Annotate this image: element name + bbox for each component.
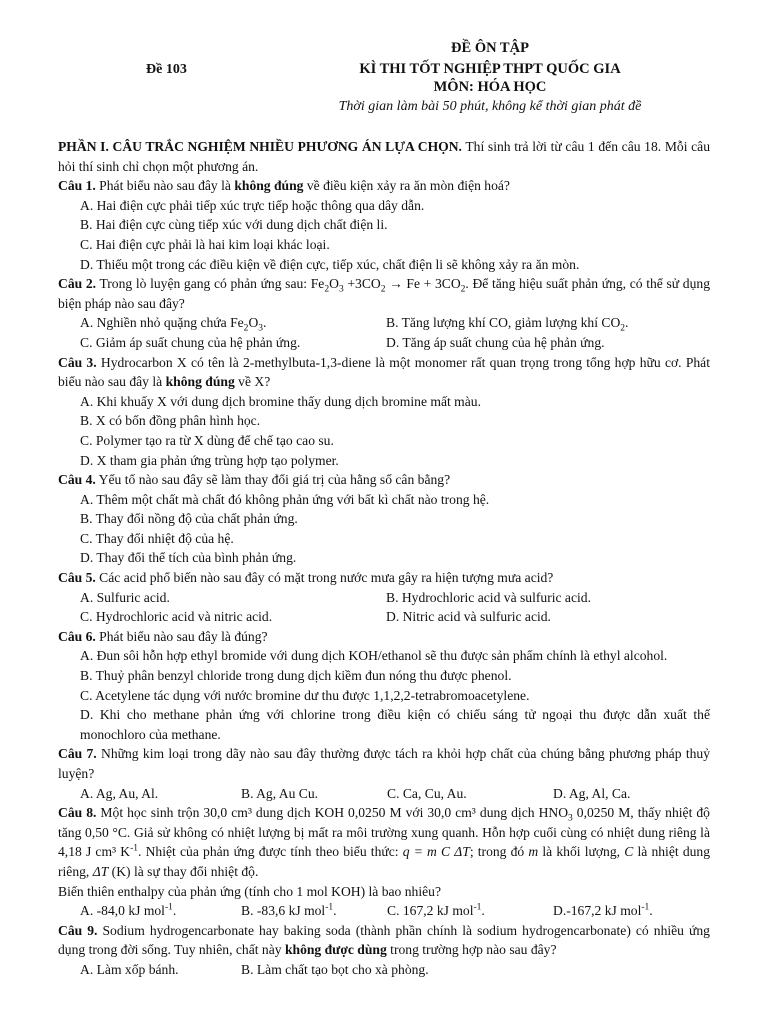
question-6 [58,627,710,647]
option-b: B. Thay đổi nồng độ của chất phản ứng. [80,511,298,527]
options-row [58,607,710,627]
option-b: B. Ag, Au Cu. [241,785,319,801]
question-stem: Các acid phổ biến nào sau đây có mặt trong nước mưa gây ra hiện tượng mưa acid? [95,570,554,586]
option-a: A. Đun sôi hỗn hợp ethyl bromide với dung dịch KOH/ethanol sẽ thu được sản phẩm chính là ethyl alcohol. [80,648,668,664]
option-b: B. X có bốn đồng phân hình học. [80,413,261,429]
question-8: Câu 8. Một học sinh trộn 30,0 cm³ dung dịch KOH 0,0250 M với 30,0 cm³ dung dịch $HNO_3$ 0,0250 M, thấy nhiệt độ tăng 0,50 °C. Giả sử không có nhiệt lượng bị mất ra môi trường xung quanh. Hỗn hợp cuối cùng có nhiệt dung riêng là 4,18 J cm³ $K^{-1}$. Nhiệt của phản ứng được tính theo biểu thức: q = m C ΔT; trong đó m là khối lượng, C là nhiệt dung riêng, ΔT (K) là sự thay đổi nhiệt độ. [58,805,711,879]
question-stem: Yếu tố nào sau đây sẽ làm thay đổi giá trị của hằng số cân bằng? [95,472,451,488]
question-label: Câu 6. [58,628,96,644]
option-a: A. Thêm một chất mà chất đó không phản ứng với bất kì chất nào trong hệ. [80,491,490,507]
option-b: B. Tăng lượng khí CO, giảm lượng khí $CO_2$. [386,315,629,335]
option-c: C. Polymer tạo ra từ X dùng để chế tạo cao su. [80,432,334,448]
option-d: D. Nitric acid và sulfuric acid. [386,609,551,625]
options-row [58,784,710,804]
question-stem: về X? [234,374,271,390]
option-c: C. Thay đổi nhiệt độ của hệ. [80,530,234,546]
options-row [58,901,710,921]
question-stem: . Nhiệt của phản ứng được tính theo biểu thức: [138,844,403,860]
option-d: D.-167,2 kJ mol$^{-1}$. [553,902,653,919]
option-c: C. 167,2 kJ mol$^{-1}$. [387,902,485,919]
question-label: Câu 7. [58,746,97,762]
option-c: C. Giảm áp suất chung của hệ phản ứng. [80,334,301,350]
question-label: Câu 5. [58,570,96,586]
exam-code: Đề 103 [146,62,187,77]
question-label: Câu 9. [58,922,98,938]
option-a: A. Sulfuric acid. [80,589,170,605]
option-a: A. Khi khuấy X với dung dịch bromine thấy dung dịch bromine mất màu. [80,393,481,409]
question-stem: là nhiệt dung riêng, [58,844,711,879]
options-row [58,313,710,333]
question-stem: Những kim loại trong dãy nào sau đây thường được tách ra khỏi hợp chất của chúng bằng phương pháp thuỷ luyện? [58,746,710,781]
header-time: Thời gian làm bài 50 phút, không kể thời gian phát đề [338,99,642,114]
emphasis: không được dùng [284,942,387,958]
option-b: B. Hai điện cực cùng tiếp xúc với dung dịch chất điện li. [80,217,388,233]
option-c: C. Hydrochloric acid và nitric acid. [80,609,273,625]
options-row [58,960,710,980]
part1-instruction: Thí sinh trả lời từ câu 1 đến câu 18. Mỗi câu hỏi thí sinh chỉ chọn một phương án. [58,139,711,174]
question-stem: Phát biểu nào sau đây là [95,178,235,194]
question-stem: Phát biểu nào sau đây là đúng? [95,628,268,644]
question-stem: ; trong đó [469,844,529,860]
option-b: B. Thuỷ phân benzyl chloride trong dung dịch kiềm đun nóng thu được phenol. [80,668,512,684]
question-4 [58,470,710,490]
symbol-m: m [528,844,539,860]
option-a: A. Hai điện cực phải tiếp xúc trực tiếp hoặc thông qua dây dẫn. [80,197,425,213]
option-a: A. Ag, Au, Al. [80,785,159,801]
question-label: Câu 4. [58,472,96,488]
option-b: B. Làm chất tạo bọt cho xà phòng. [241,961,429,977]
question-stem: Hydrocarbon X có tên là 2-methylbuta-1,3-diene là một monomer rất quan trọng trong tổng hợp hữu cơ. Phát biểu nào sau đây là [58,354,710,390]
question-5 [58,568,710,588]
header-title: ĐỀ ÔN TẬP [451,40,529,56]
question-9 [58,921,710,960]
option-a: A. -84,0 kJ mol$^{-1}$. [80,902,177,919]
question-stem: là khối lượng, [538,844,625,860]
question-stem: Một học sinh trộn 30,0 cm³ dung dịch KOH 0,0250 M với 30,0 cm³ dung dịch HNO [96,805,569,821]
question-stem: (K) là sự thay đổi nhiệt độ. [108,863,259,879]
question-stem: về điều kiện xảy ra ăn mòn điện hoá? [303,178,510,194]
question-2: Câu 2. Trong lò luyện gang có phản ứng sau: $Fe_2O_3 +3CO_2 \to Fe + 3CO_2$. Để tăng hiệu suất phản ứng, có thể sử dụng biện pháp nào sau đây? [58,276,710,311]
emphasis: không đúng [234,178,304,194]
question-label: Câu 2. [58,276,97,292]
option-d: D. X tham gia phản ứng trùng hợp tạo polymer. [80,452,339,468]
superscript: -1 [130,843,139,854]
option-d: D. Thay đổi thể tích của bình phản ứng. [80,550,297,566]
symbol-c: C [624,844,634,860]
option-a: A. Làm xốp bánh. [80,961,179,977]
header-subject: MÔN: HÓA HỌC [433,79,547,95]
option-c: C. Acetylene tác dụng với nước bromine dư thu được 1,1,2,2-tetrabromoacetylene. [80,687,530,703]
option-d: D. Thiếu một trong các điều kiện về điện cực, tiếp xúc, chất điện li sẽ không xảy ra ăn mòn. [80,256,580,272]
question-stem: 0,0250 M, thấy nhiệt độ tăng 0,50 °C. Giả sử không có nhiệt lượng bị mất ra môi trường xung quanh. Hỗn hợp cuối cùng có nhiệt dung riêng là 4,18 J cm³ K [58,805,710,860]
symbol-delta-t: ΔT [92,863,109,879]
part1-title: PHẦN I. CÂU TRẮC NGHIỆM NHIỀU PHƯƠNG ÁN LỰA CHỌN. [58,139,462,154]
question-stem: Để tăng hiệu suất phản ứng, có thể sử dụng biện pháp nào sau đây? [58,276,710,311]
question-8-prompt: Biến thiên enthalpy của phản ứng (tính cho 1 mol KOH) là bao nhiêu? [58,883,441,899]
question-stem: trong trường hợp nào sau đây? [386,942,557,958]
formula: q = m C ΔT [402,844,470,860]
option-a: A. Nghiền nhỏ quặng chứa $Fe_2O_3$. [80,315,267,335]
question-label: Câu 8. [58,805,97,821]
question-stem: Sodium hydrogencarbonate hay baking soda (thành phần chính là sodium hydrogencarbonate) có nhiều ứng dụng trong đời sống. Tuy nhiên, chất này [58,922,710,958]
question-7 [58,744,710,783]
exam-content [58,137,710,980]
emphasis: không đúng [165,374,235,390]
option-d: D. Khi cho methane phản ứng với chlorine trong điều kiện có chiếu sáng tử ngoại thu được dẫn xuất thế monochloro của methane. [80,707,710,742]
options-row [58,588,710,608]
header-exam-name: KÌ THI TỐT NGHIỆP THPT QUỐC GIA [359,61,621,77]
option-d: D. Tăng áp suất chung của hệ phản ứng. [386,334,605,350]
option-c: C. Ca, Cu, Au. [387,785,467,801]
part1-heading [58,137,710,176]
option-b: B. Hydrochloric acid và sulfuric acid. [386,589,591,605]
option-d: D. Ag, Al, Ca. [553,785,631,801]
options-row [58,333,710,353]
question-1 [58,176,710,196]
question-label: Câu 3. [58,354,97,370]
option-c: C. Hai điện cực phải là hai kim loại khác loại. [80,236,330,252]
question-label: Câu 1. [58,178,96,194]
question-3 [58,353,710,392]
option-b: B. -83,6 kJ mol$^{-1}$. [241,902,337,919]
question-stem: Trong lò luyện gang có phản ứng sau: Fe [96,276,325,292]
